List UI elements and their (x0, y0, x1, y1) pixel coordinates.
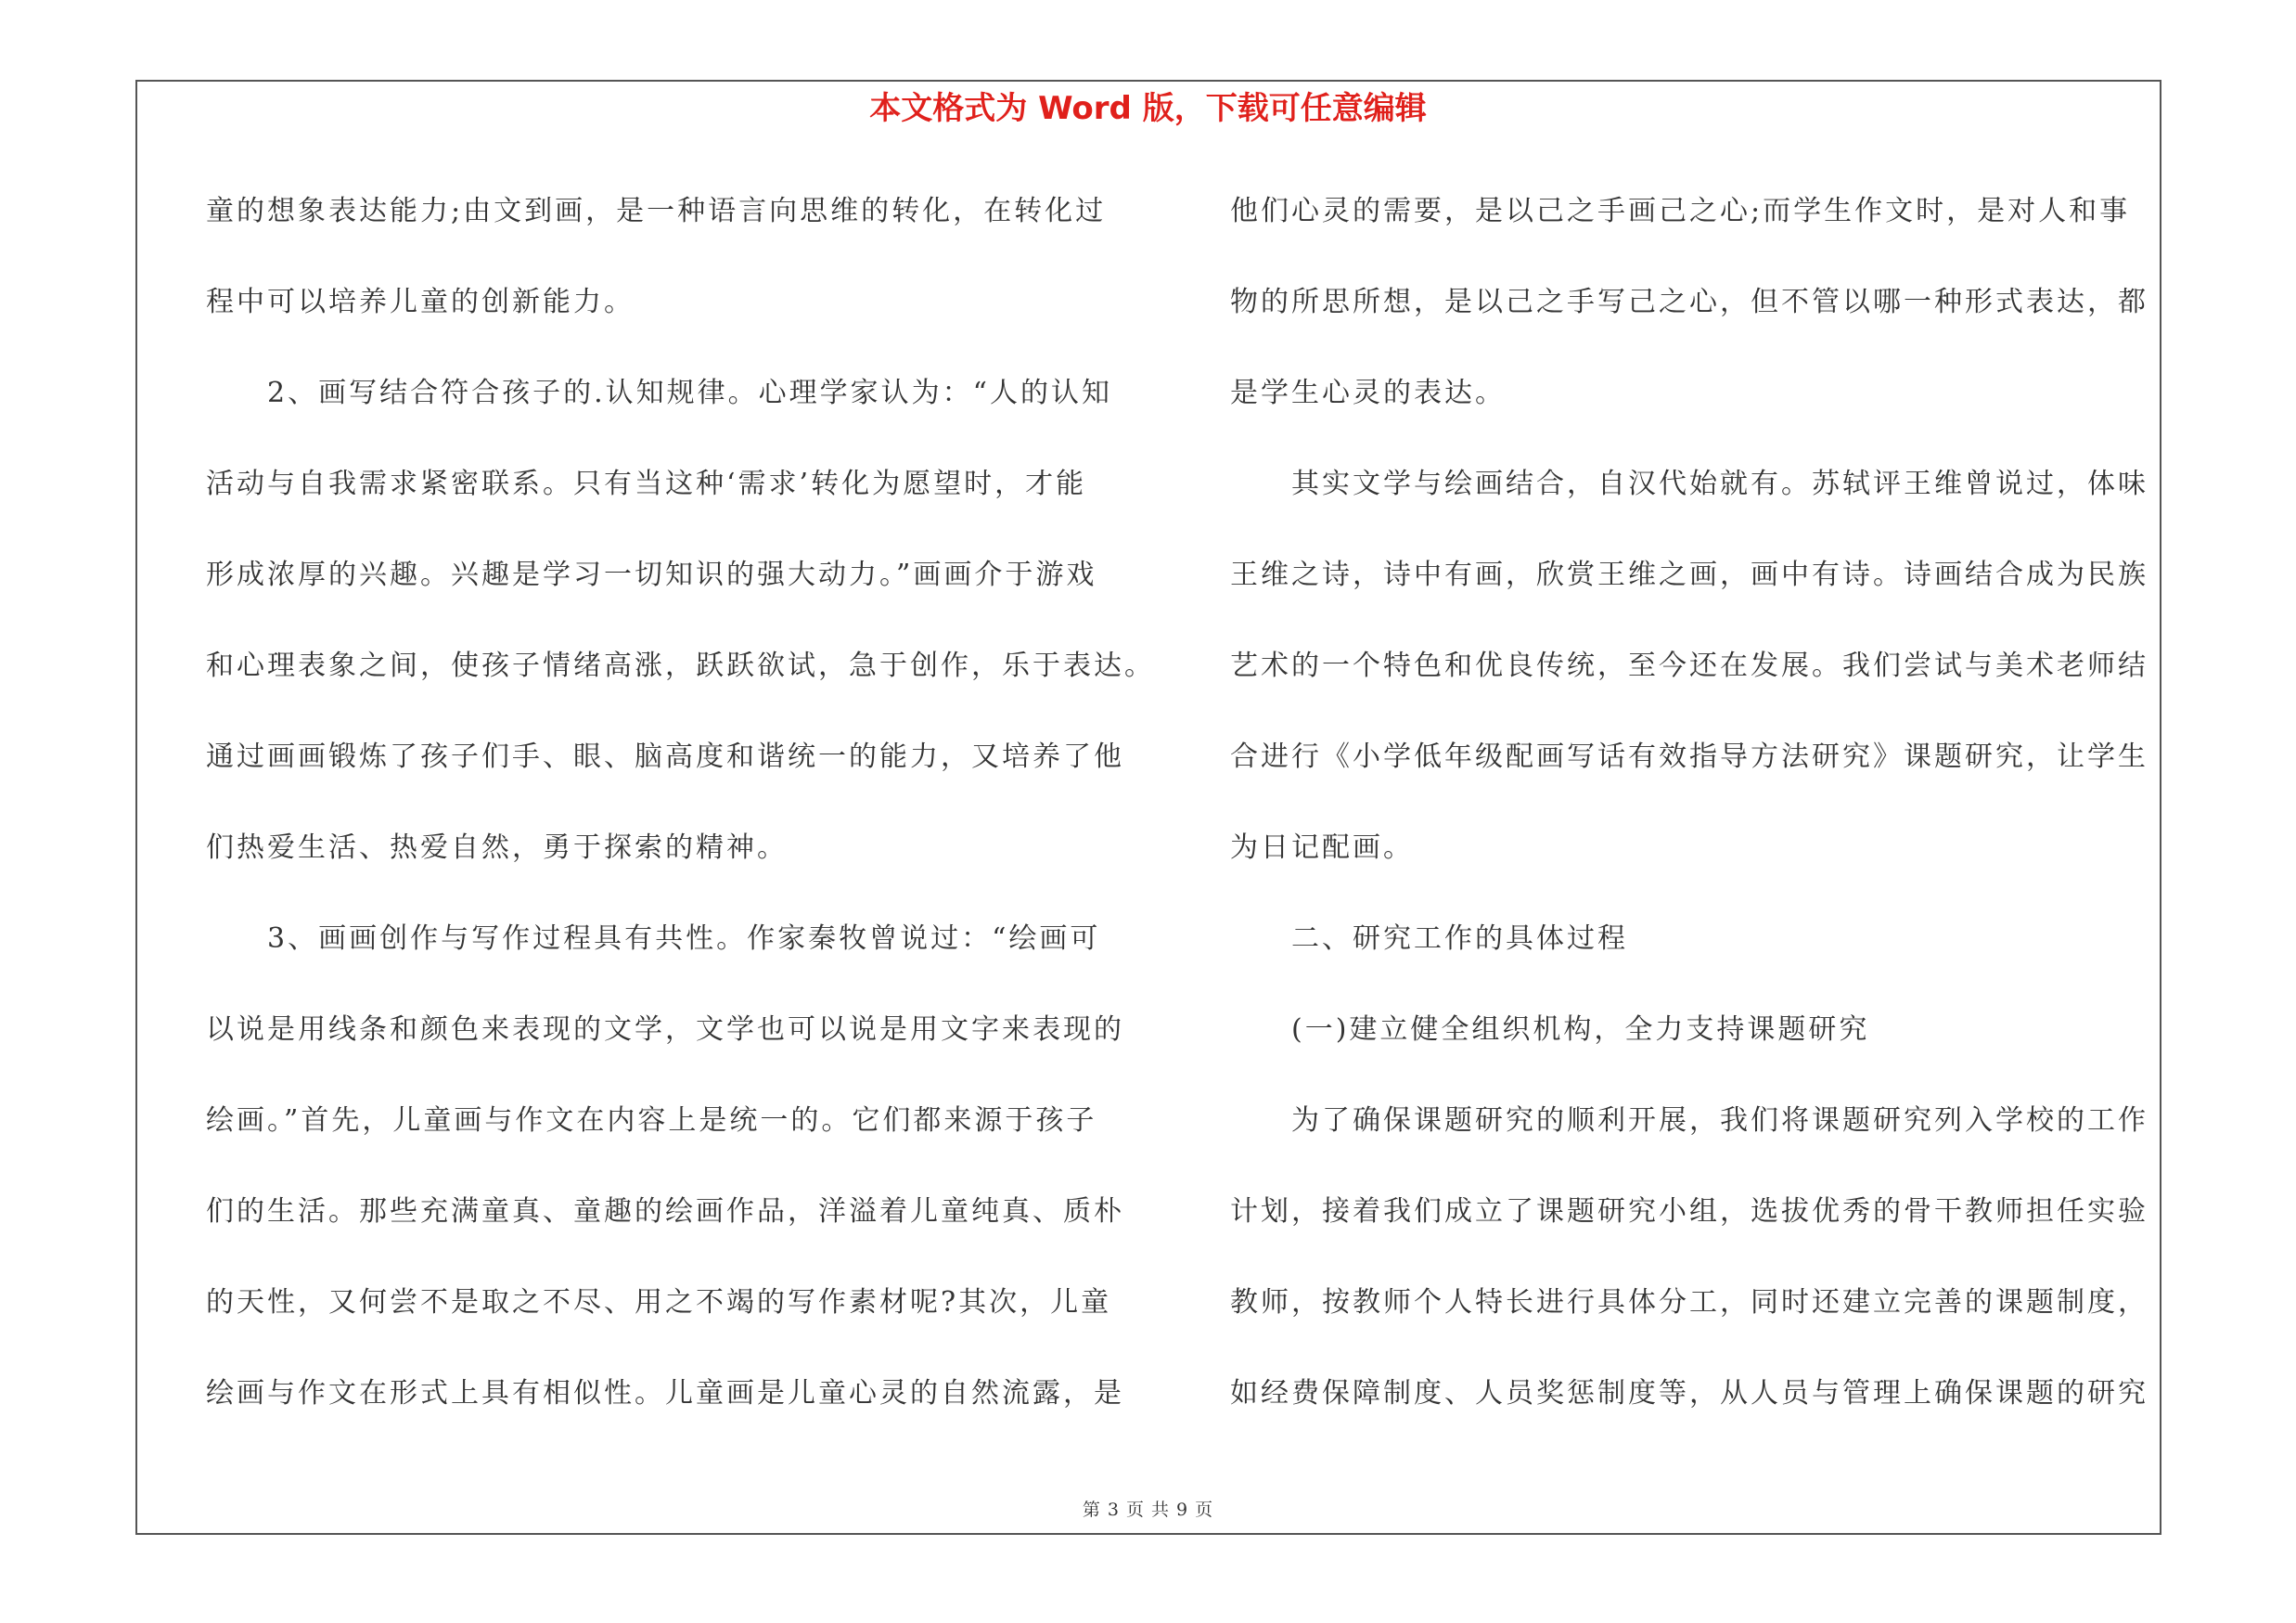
text-line: 教师，按教师个人特长进行具体分工，同时还建立完善的课题制度， (1230, 1286, 2148, 1319)
right-text-column (1230, 184, 2148, 1457)
text-line: 形成浓厚的兴趣。兴趣是学习一切知识的强大动力。”画画介于游戏 (206, 559, 1097, 591)
text-line: 童的想象表达能力;由文到画，是一种语言向思维的转化，在转化过 (206, 195, 1107, 227)
text-line: 其实文学与绘画结合，自汉代始就有。苏轼评王维曾说过，体味 (1291, 468, 2148, 500)
text-line: 物的所思所想，是以己之手写己之心，但不管以哪一种形式表达，都 (1230, 286, 2148, 318)
text-line: 为了确保课题研究的顺利开展，我们将课题研究列入学校的工作 (1291, 1104, 2148, 1137)
text-line: 们热爱生活、热爱自然，勇于探索的精神。 (206, 831, 788, 864)
text-line: 艺术的一个特色和优良传统，至今还在发展。我们尝试与美术老师结 (1230, 650, 2148, 682)
text-line: 是学生心灵的表达。 (1230, 377, 1506, 409)
text-line: 们的生活。那些充满童真、童趣的绘画作品，洋溢着儿童纯真、质朴 (206, 1195, 1124, 1228)
text-line: 3、画画创作与写作过程具有共性。作家秦牧曾说过：“绘画可 (267, 922, 1101, 955)
text-line: 程中可以培养儿童的创新能力。 (206, 286, 635, 318)
text-line: (一)建立健全组织机构，全力支持课题研究 (1291, 1013, 1870, 1046)
text-line: 以说是用线条和颜色来表现的文学，文学也可以说是用文字来表现的 (206, 1013, 1124, 1046)
text-line: 的天性，又何尝不是取之不尽、用之不竭的写作素材呢?其次，儿童 (206, 1286, 1112, 1319)
text-line: 他们心灵的需要，是以己之手画己之心;而学生作文时，是对人和事 (1230, 195, 2131, 227)
format-notice-banner: 本文格式为 Word 版，下载可任意编辑 (869, 90, 1427, 127)
page-number-footer: 第 3 页 共 9 页 (1082, 1500, 1214, 1520)
left-text-column (206, 184, 1155, 1457)
text-line: 绘画与作文在形式上具有相似性。儿童画是儿童心灵的自然流露，是 (206, 1377, 1124, 1410)
text-line: 活动与自我需求紧密联系。只有当这种‘需求’转化为愿望时，才能 (206, 468, 1087, 500)
text-line: 如经费保障制度、人员奖惩制度等，从人员与管理上确保课题的研究 (1230, 1377, 2148, 1410)
text-line: 合进行《小学低年级配画写话有效指导方法研究》课题研究，让学生 (1230, 741, 2148, 773)
text-line: 和心理表象之间，使孩子情绪高涨，跃跃欲试，急于创作，乐于表达。 (206, 650, 1155, 682)
text-line: 王维之诗，诗中有画，欣赏王维之画，画中有诗。诗画结合成为民族 (1230, 559, 2148, 591)
text-line: 2、画写结合符合孩子的.认知规律。心理学家认为：“人的认知 (267, 377, 1112, 409)
text-line: 为日记配画。 (1230, 831, 1414, 864)
text-line: 绘画。”首先，儿童画与作文在内容上是统一的。它们都来源于孩子 (206, 1104, 1097, 1137)
text-line: 二、研究工作的具体过程 (1291, 922, 1628, 955)
text-line: 通过画画锻炼了孩子们手、眼、脑高度和谐统一的能力，又培养了他 (206, 741, 1124, 773)
text-line: 计划，接着我们成立了课题研究小组，选拔优秀的骨干教师担任实验 (1230, 1195, 2148, 1228)
